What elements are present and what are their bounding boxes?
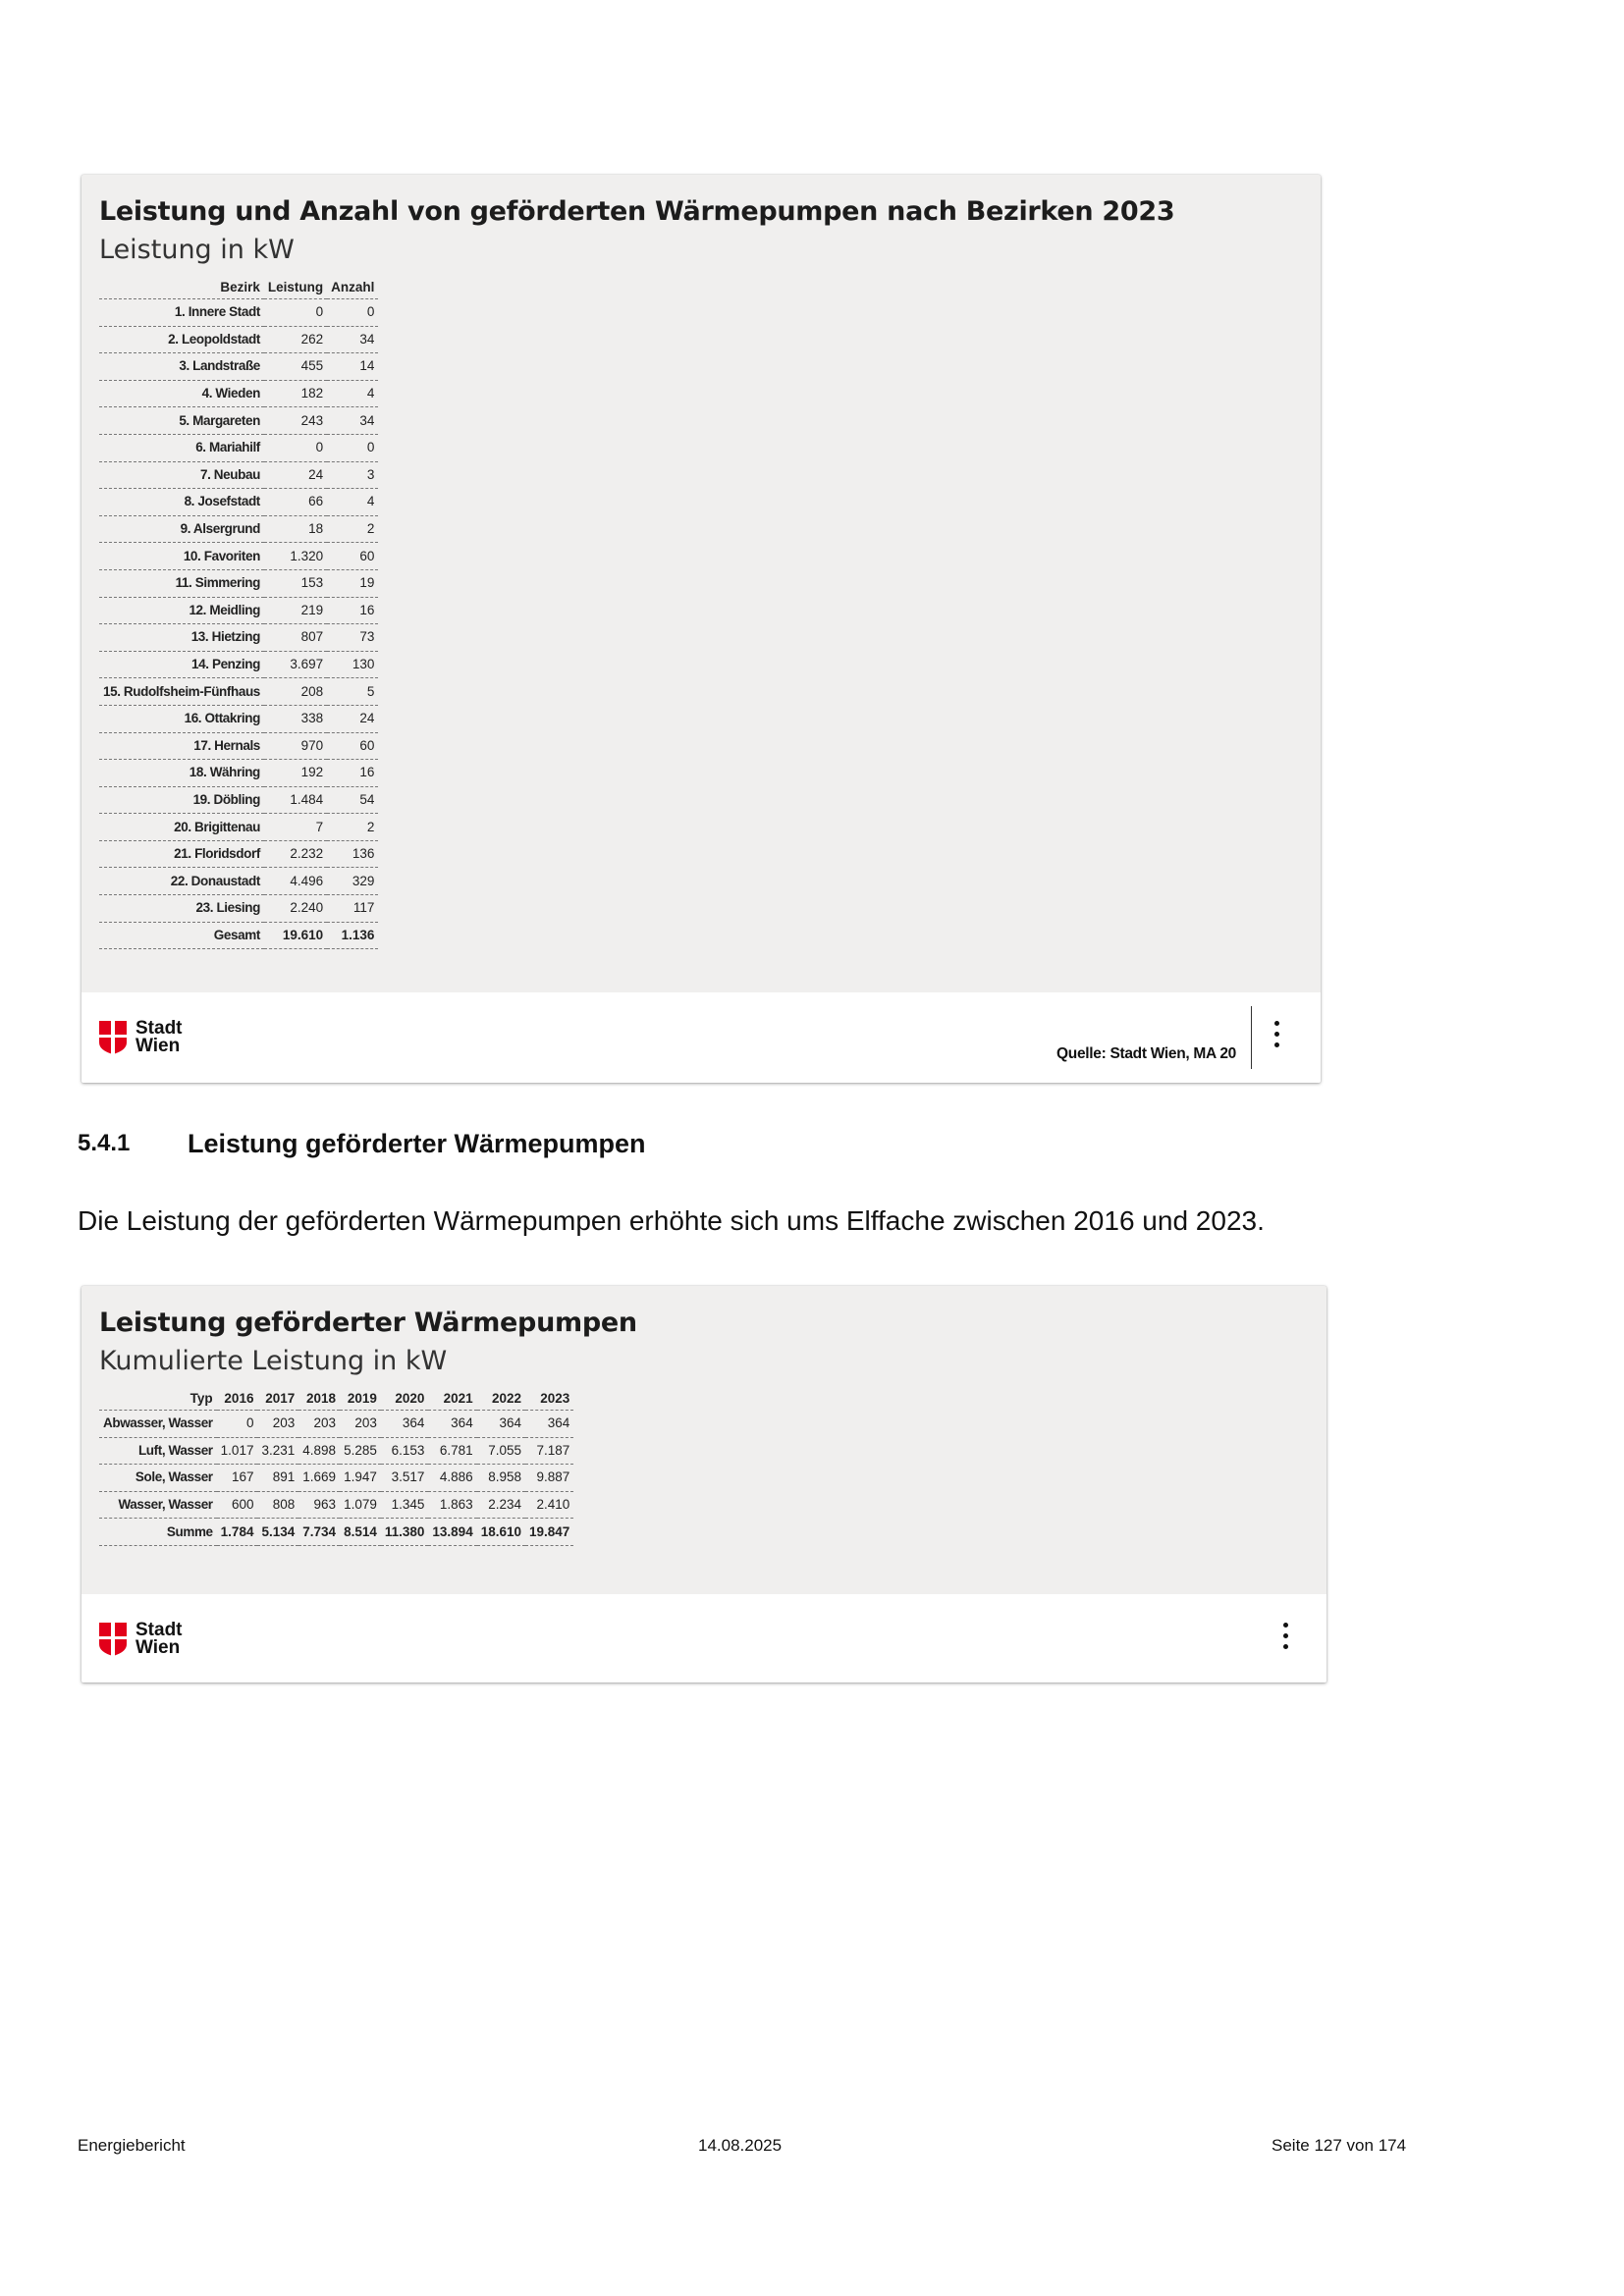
table-cell: 66 bbox=[264, 489, 327, 516]
table-row bbox=[99, 624, 378, 652]
row-label: 4. Wieden bbox=[99, 380, 264, 407]
table-cell: 2.410 bbox=[525, 1491, 573, 1519]
row-label: 1. Innere Stadt bbox=[99, 299, 264, 327]
table-cell: 24 bbox=[264, 461, 327, 489]
table-cell: 243 bbox=[264, 407, 327, 435]
row-label: Sole, Wasser bbox=[99, 1465, 217, 1492]
card-footer bbox=[81, 1594, 1326, 1682]
table-cell: 192 bbox=[264, 760, 327, 787]
table-row bbox=[99, 732, 378, 760]
column-header: 2019 bbox=[340, 1388, 381, 1411]
table-cell: 5.285 bbox=[340, 1437, 381, 1465]
table-cell: 153 bbox=[264, 569, 327, 597]
row-label: 17. Hernals bbox=[99, 732, 264, 760]
table-cell: 117 bbox=[327, 895, 378, 923]
table-row bbox=[99, 840, 378, 868]
section-title: Leistung geförderter Wärmepumpen bbox=[188, 1129, 646, 1158]
table-cell: 6.153 bbox=[381, 1437, 429, 1465]
table-cell: 7.055 bbox=[477, 1437, 525, 1465]
table-cell: 60 bbox=[327, 543, 378, 570]
table-cell: 5.134 bbox=[257, 1519, 298, 1546]
stadt-wien-logo[interactable] bbox=[99, 1020, 183, 1055]
table-cell: 73 bbox=[327, 624, 378, 652]
table-cell: 3.231 bbox=[257, 1437, 298, 1465]
row-label: 2. Leopoldstadt bbox=[99, 326, 264, 353]
row-label: 14. Penzing bbox=[99, 651, 264, 678]
table-cell: 4 bbox=[327, 380, 378, 407]
table-row bbox=[99, 1491, 573, 1519]
table-cell: 4.886 bbox=[428, 1465, 476, 1492]
row-label: Gesamt bbox=[99, 922, 264, 949]
table-cell: 203 bbox=[340, 1411, 381, 1438]
table-cell: 262 bbox=[264, 326, 327, 353]
table-row bbox=[99, 1519, 573, 1546]
table-cell: 4 bbox=[327, 489, 378, 516]
table-row bbox=[99, 760, 378, 787]
body-paragraph: Die Leistung der geförderten Wärmepumpen erhöhte sich ums Elffache zwischen 2016 und 2023. bbox=[78, 1205, 1265, 1236]
table-cell: 13.894 bbox=[428, 1519, 476, 1546]
table-cell: 203 bbox=[257, 1411, 298, 1438]
table-cell: 338 bbox=[264, 705, 327, 732]
row-label: 10. Favoriten bbox=[99, 543, 264, 570]
table-row bbox=[99, 407, 378, 435]
table-cell: 136 bbox=[327, 840, 378, 868]
table-cell: 0 bbox=[264, 434, 327, 461]
table-cell: 34 bbox=[327, 407, 378, 435]
table-cell: 203 bbox=[298, 1411, 340, 1438]
row-label: 8. Josefstadt bbox=[99, 489, 264, 516]
row-label: 23. Liesing bbox=[99, 895, 264, 923]
row-label: 6. Mariahilf bbox=[99, 434, 264, 461]
table-cell: 11.380 bbox=[381, 1519, 429, 1546]
table-cell: 329 bbox=[327, 868, 378, 895]
table-cell: 182 bbox=[264, 380, 327, 407]
table-row bbox=[99, 353, 378, 381]
source-note: Quelle: Stadt Wien, MA 20 bbox=[1056, 1045, 1236, 1062]
table-row bbox=[99, 705, 378, 732]
table-row bbox=[99, 326, 378, 353]
table-cell: 19 bbox=[327, 569, 378, 597]
row-label: Abwasser, Wasser bbox=[99, 1411, 217, 1438]
stadt-wien-logo[interactable] bbox=[99, 1622, 183, 1657]
table-cell: 3.517 bbox=[381, 1465, 429, 1492]
table-cell: 2.240 bbox=[264, 895, 327, 923]
row-label: 19. Döbling bbox=[99, 786, 264, 814]
table-cell: 364 bbox=[381, 1411, 429, 1438]
table-row bbox=[99, 868, 378, 895]
table-cell: 2 bbox=[327, 515, 378, 543]
table-cell: 2 bbox=[327, 814, 378, 841]
table-row bbox=[99, 489, 378, 516]
table-cell: 1.669 bbox=[298, 1465, 340, 1492]
row-label: 12. Meidling bbox=[99, 597, 264, 624]
table-cell: 970 bbox=[264, 732, 327, 760]
table-cell: 18.610 bbox=[477, 1519, 525, 1546]
table-row bbox=[99, 678, 378, 706]
table-cell: 1.345 bbox=[381, 1491, 429, 1519]
column-header: 2020 bbox=[381, 1388, 429, 1411]
card-footer bbox=[81, 992, 1321, 1083]
table-cell: 16 bbox=[327, 597, 378, 624]
district-table bbox=[99, 277, 378, 949]
table-cell: 1.947 bbox=[340, 1465, 381, 1492]
table-cell: 2.234 bbox=[477, 1491, 525, 1519]
row-label: 7. Neubau bbox=[99, 461, 264, 489]
logo-text-line2: Wien bbox=[135, 1036, 181, 1056]
row-label: 9. Alsergrund bbox=[99, 515, 264, 543]
logo-text-line1: Stadt bbox=[135, 1620, 183, 1640]
table-cell: 1.484 bbox=[264, 786, 327, 814]
table-cell: 4.496 bbox=[264, 868, 327, 895]
column-header: 2017 bbox=[257, 1388, 298, 1411]
table-cell: 0 bbox=[327, 434, 378, 461]
table-row bbox=[99, 299, 378, 327]
table-row bbox=[99, 1411, 573, 1438]
card-subtitle: Leistung in kW bbox=[99, 235, 295, 265]
column-header: 2022 bbox=[477, 1388, 525, 1411]
table-cell: 18 bbox=[264, 515, 327, 543]
table-cell: 5 bbox=[327, 678, 378, 706]
table-cell: 807 bbox=[264, 624, 327, 652]
row-label: 18. Währing bbox=[99, 760, 264, 787]
card-title: Leistung geförderter Wärmepumpen bbox=[99, 1308, 637, 1338]
table-cell: 808 bbox=[257, 1491, 298, 1519]
table-cell: 7.734 bbox=[298, 1519, 340, 1546]
table-cell: 3 bbox=[327, 461, 378, 489]
column-header: Typ bbox=[99, 1388, 217, 1411]
card-subtitle: Kumulierte Leistung in kW bbox=[99, 1346, 448, 1376]
table-cell: 219 bbox=[264, 597, 327, 624]
table-cell: 7 bbox=[264, 814, 327, 841]
row-label: 11. Simmering bbox=[99, 569, 264, 597]
row-label: 21. Floridsdorf bbox=[99, 840, 264, 868]
table-row bbox=[99, 515, 378, 543]
table-cell: 54 bbox=[327, 786, 378, 814]
column-header: Bezirk bbox=[99, 277, 264, 299]
table-cell: 364 bbox=[477, 1411, 525, 1438]
table-cell: 34 bbox=[327, 326, 378, 353]
cumulative-heatpump-card bbox=[81, 1286, 1326, 1682]
more-options-menu-icon[interactable] bbox=[1265, 1018, 1288, 1050]
cumulative-table bbox=[99, 1388, 573, 1546]
row-label: 3. Landstraße bbox=[99, 353, 264, 381]
footer-page-number: Seite 127 von 174 bbox=[1272, 2136, 1407, 2155]
table-cell: 600 bbox=[217, 1491, 258, 1519]
table-row bbox=[99, 895, 378, 923]
table-row bbox=[99, 597, 378, 624]
table-cell: 208 bbox=[264, 678, 327, 706]
table-cell: 16 bbox=[327, 760, 378, 787]
table-cell: 8.514 bbox=[340, 1519, 381, 1546]
table-cell: 1.320 bbox=[264, 543, 327, 570]
column-header: Anzahl bbox=[327, 277, 378, 299]
table-cell: 19.610 bbox=[264, 922, 327, 949]
table-cell: 60 bbox=[327, 732, 378, 760]
table-cell: 455 bbox=[264, 353, 327, 381]
table-row bbox=[99, 543, 378, 570]
table-cell: 1.136 bbox=[327, 922, 378, 949]
row-label: Luft, Wasser bbox=[99, 1437, 217, 1465]
table-cell: 130 bbox=[327, 651, 378, 678]
row-label: Summe bbox=[99, 1519, 217, 1546]
table-cell: 19.847 bbox=[525, 1519, 573, 1546]
table-cell: 1.079 bbox=[340, 1491, 381, 1519]
table-cell: 963 bbox=[298, 1491, 340, 1519]
table-cell: 4.898 bbox=[298, 1437, 340, 1465]
table-cell: 14 bbox=[327, 353, 378, 381]
column-header: 2018 bbox=[298, 1388, 340, 1411]
column-header: 2021 bbox=[428, 1388, 476, 1411]
column-header: 2023 bbox=[525, 1388, 573, 1411]
table-row bbox=[99, 1437, 573, 1465]
table-row bbox=[99, 786, 378, 814]
table-row bbox=[99, 434, 378, 461]
table-cell: 6.781 bbox=[428, 1437, 476, 1465]
row-label: 16. Ottakring bbox=[99, 705, 264, 732]
table-cell: 7.187 bbox=[525, 1437, 573, 1465]
more-options-menu-icon[interactable] bbox=[1273, 1620, 1297, 1652]
column-header: 2016 bbox=[217, 1388, 258, 1411]
table-cell: 24 bbox=[327, 705, 378, 732]
vienna-shield-icon bbox=[99, 1623, 127, 1656]
row-label: 5. Margareten bbox=[99, 407, 264, 435]
footer-date: 14.08.2025 bbox=[698, 2136, 783, 2155]
table-cell: 167 bbox=[217, 1465, 258, 1492]
column-header: Leistung bbox=[264, 277, 327, 299]
row-label: 22. Donaustadt bbox=[99, 868, 264, 895]
table-cell: 364 bbox=[428, 1411, 476, 1438]
row-label: 20. Brigittenau bbox=[99, 814, 264, 841]
district-heatpump-card bbox=[81, 175, 1321, 1083]
table-cell: 1.017 bbox=[217, 1437, 258, 1465]
table-cell: 9.887 bbox=[525, 1465, 573, 1492]
table-cell: 364 bbox=[525, 1411, 573, 1438]
row-label: Wasser, Wasser bbox=[99, 1491, 217, 1519]
table-cell: 891 bbox=[257, 1465, 298, 1492]
footer-document-name: Energiebericht bbox=[78, 2136, 186, 2155]
vienna-shield-icon bbox=[99, 1021, 127, 1054]
logo-text-line2: Wien bbox=[135, 1637, 181, 1658]
table-cell: 0 bbox=[264, 299, 327, 327]
footer-divider bbox=[1251, 1006, 1252, 1069]
table-cell: 1.784 bbox=[217, 1519, 258, 1546]
section-heading bbox=[78, 1128, 646, 1159]
table-row bbox=[99, 461, 378, 489]
table-row bbox=[99, 651, 378, 678]
table-row bbox=[99, 1465, 573, 1492]
table-cell: 2.232 bbox=[264, 840, 327, 868]
row-label: 13. Hietzing bbox=[99, 624, 264, 652]
table-row bbox=[99, 814, 378, 841]
table-cell: 1.863 bbox=[428, 1491, 476, 1519]
table-cell: 3.697 bbox=[264, 651, 327, 678]
table-cell: 8.958 bbox=[477, 1465, 525, 1492]
section-number: 5.4.1 bbox=[78, 1130, 131, 1156]
table-cell: 0 bbox=[327, 299, 378, 327]
table-row bbox=[99, 569, 378, 597]
row-label: 15. Rudolfsheim-Fünfhaus bbox=[99, 678, 264, 706]
table-row bbox=[99, 922, 378, 949]
table-row bbox=[99, 380, 378, 407]
table-cell: 0 bbox=[217, 1411, 258, 1438]
card-title: Leistung und Anzahl von geförderten Wärmepumpen nach Bezirken 2023 bbox=[99, 196, 1175, 227]
logo-text-line1: Stadt bbox=[135, 1018, 183, 1039]
